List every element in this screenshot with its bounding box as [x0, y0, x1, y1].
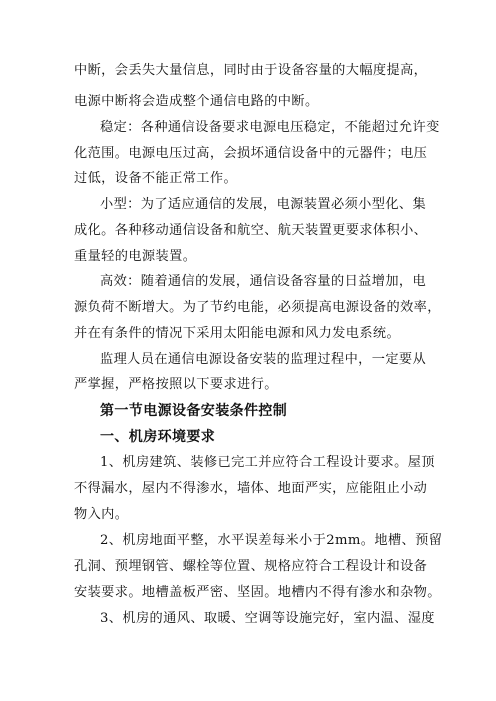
text-line: 3、机房的通风、取暖、空调等设施完好，室内温、湿度	[100, 611, 435, 626]
text-line: 孔洞、预埋钢管、螺栓等位置、规格应符合工程设计和设备	[74, 559, 428, 574]
text-line: 2、机房地面平整，水平误差每米小于2mm。地槽、预留	[100, 533, 443, 548]
text-line: 监理人员在通信电源设备安装的监理过程中，一定要从	[100, 352, 427, 367]
text-line: 中断，会丢失大量信息，同时由于设备容量的大幅度提高，	[74, 63, 428, 78]
text-line: 电源中断将会造成整个通信电路的中断。	[74, 94, 319, 109]
text-line: 成化。各种移动通信设备和航空、航天装置更要求体积小、	[74, 223, 428, 238]
text-line: 不得漏水，屋内不得渗水，墙体、地面严实，应能阻止小动	[74, 481, 428, 496]
text-line: 小型：为了适应通信的发展，电源装置必须小型化、集	[100, 197, 427, 212]
section-heading: 第一节电源设备安装条件控制	[100, 403, 288, 419]
text-line: 物入内。	[74, 507, 129, 522]
text-line: 重量轻的电源装置。	[74, 249, 197, 264]
text-line: 并在有条件的情况下采用太阳能电源和风力发电系统。	[74, 326, 401, 341]
text-line: 严掌握，严格按照以下要求进行。	[74, 377, 278, 392]
subsection-heading: 一、机房环境要求	[100, 429, 216, 445]
text-line: 稳定：各种通信设备要求电源电压稳定，不能超过允许变	[100, 120, 440, 135]
text-line: 安装要求。地槽盖板严密、坚固。地槽内不得有渗水和杂物。	[74, 585, 441, 600]
text-line: 源负荷不断增大。为了节约电能，必须提高电源设备的效率，	[74, 300, 441, 315]
text-line: 1、机房建筑、装修已完工并应符合工程设计要求。屋顶	[100, 455, 435, 470]
text-line: 过低，设备不能正常工作。	[74, 171, 238, 186]
text-line: 高效：随着通信的发展，通信设备容量的日益增加，电	[100, 274, 427, 289]
text-line: 化范围。电源电压过高，会损坏通信设备中的元器件；电压	[74, 146, 428, 161]
